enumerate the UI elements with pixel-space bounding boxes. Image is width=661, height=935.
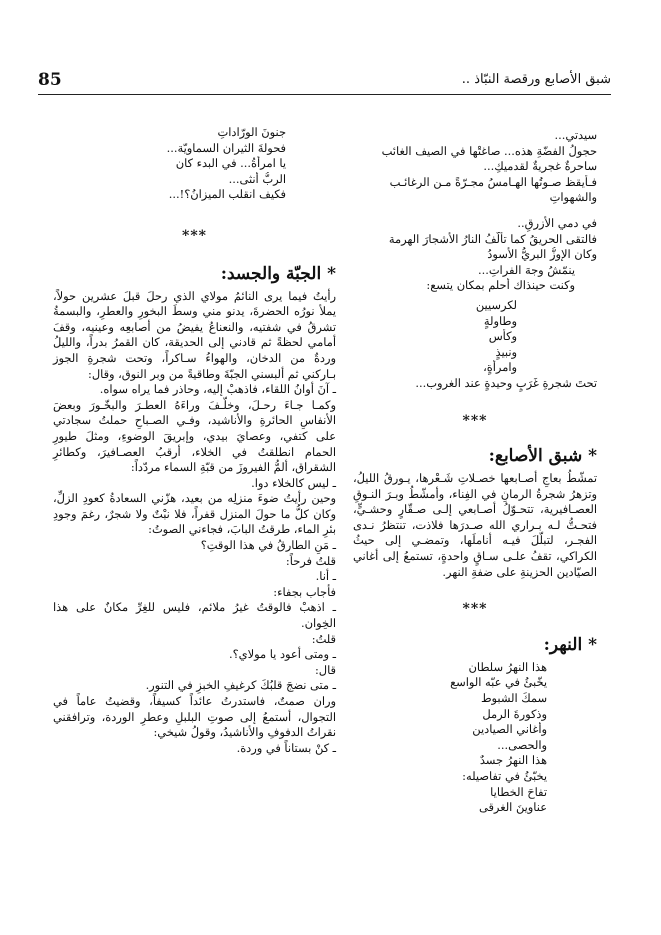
left-column	[53, 125, 336, 756]
paragraph: رأيتُ فيما يرى النائمُ مولاي الذي رحلَ قبلَ عشرين حولاً، يملأ نورُه الحضرةَ، يدنو مني وسطَ البخورِ والعطرِ، والبسمةُ تشرقُ في شفتيه، والنعناعُ يفيضُ من أصابعِه وعينيه، وقفَ أمامي لحظةً ثم قادني إلى الحديقة، كان القمرُ بدراً، والليلُ وردةٌ من الدخان، والهواءُ سـاكراً، وتحت شجرةِ الجوز بـاركني ثم ألبسني الجبّةَ وطاقيةً من وبر النوق، وقال:	[53, 288, 336, 381]
narration-line: قلتُ فرحاً:	[285, 553, 336, 568]
poem-line: يخبّئُ في تفاصيله:	[462, 769, 547, 783]
list-item: وكأس	[488, 329, 517, 344]
poem-line: وكنت حينذاك أحلم بمكان يتسع:	[426, 278, 575, 293]
page-number: 85	[38, 70, 62, 90]
running-title: شبق الأصابع ورقصة النبّاذ ..	[461, 72, 611, 87]
section-title: * شبق الأصابع:	[488, 446, 597, 467]
poem-line: وذكورةَ الرمل	[482, 706, 547, 721]
poem-line: تحتَ شجرةِ غَرَبٍ وحيدةٍ عند الغروب...	[415, 375, 597, 390]
poem-line: سيدتي...	[554, 128, 597, 142]
poem-line: حجولُ الفضّةِ هذه... صاغتْها في الصيف الغائب	[381, 143, 597, 158]
dialogue-line: ـ آنَ أوانُ اللقاء، فاذهبْ إليه، وحاذر فما يراه سواه.	[99, 382, 336, 397]
poem-line: فـأيقظ صـوتُها الهـامسُ مجـرّةً مـن الرغائـب	[389, 174, 597, 189]
paragraph: وكمـا جـاءَ رحـلَ، وخلّـفَ وراءَهُ العطـرَ والبخّـورَ وبعضَ الأنفاسِ الحائرةِ والأناشيد، وفـي الصـباحِ حملتُ سجادتي على كتفي، وعصايَ بيدي، وإبريقَ الوضوءِ، ومثلَ طيورِ الحمام انطلقتُ في الخلاء، أرقبُ العصـافيرَ، وكطائرِ الشقراق، ألمُّ الفيروزَ من قبّةِ السماء مردّداً:	[53, 397, 336, 475]
poem-line: والحصى...	[497, 737, 547, 752]
poem-line: فالتقى الحريقُ كما تألّفُ النارُ الأشجارَ الهرمة	[388, 231, 597, 246]
poem-line: فحولةَ الثيران السماويّة...	[166, 140, 286, 155]
right-column	[353, 128, 597, 816]
dialogue-line: ـ اذهبْ فالوقتُ غيرُ ملائم، فليس للغِرِّ مكانٌ على هذا الخِوان.	[53, 600, 336, 631]
poem-line: والشهواتِ	[549, 190, 597, 205]
poem-line: ساحرةٌ غجريةٌ لقدميكِ...	[483, 159, 597, 174]
poem-line: سمكَ الشبوط	[480, 691, 547, 706]
poem-line: تفاحَ الخطايا	[490, 784, 547, 799]
narration-line: فأجاب بجفاء:	[273, 584, 336, 599]
poem-line: هذا النهرُ جسدٌ	[479, 753, 547, 768]
poem-line: في دمي الأزرقِ..	[517, 215, 597, 230]
section-separator: ***	[462, 412, 488, 429]
paragraph: وران صمتٌ، فاستدرتُ عائداً كسيفاً، وقضيتُ عاماً في التجوال، أستمعُ إلى صوتِ البلبلِ وعطرِ الوردة، وترافقني نقراتُ الدفوفِ والأناشيدُ، وقولُ شيخي:	[53, 694, 336, 740]
poem-line: فكيف انقلب الميزانُ؟!...	[168, 187, 286, 202]
list-item: ونبيذٍ	[495, 344, 517, 359]
section-separator: ***	[462, 601, 488, 618]
poem-line: الربُّ أنثى...	[228, 171, 286, 186]
poem-line: وكان الإوزُّ البريُّ الأسودُ	[487, 247, 597, 262]
poem-line: هذا النهرُ سلطان	[468, 659, 547, 674]
section-separator: ***	[182, 227, 207, 244]
list-item: وامرأةٍ،	[483, 360, 517, 375]
list-item: وطاولةٍ	[483, 313, 517, 328]
list-item: لكرسيين	[475, 297, 517, 312]
paragraph: وحين رأيتُ ضوءَ منزلِه من بعيد، هزّني السعادةُ كعودِ الزلِّ، وكان كلُّ ما حولَ المنزل قفراً، فلا نبْتٌ ولا شجرٌ، رغمَ وجودِ بئرِ الماء، طرقتُ البابَ، فجاءني الصوتُ:	[53, 491, 336, 537]
poem-line: يا امرأةُ... في البدء كان	[175, 156, 286, 171]
section-title: * الجبّة والجسد:	[220, 263, 336, 284]
dialogue-line: ـ ليس كالخلاء دوا.	[251, 475, 336, 490]
dialogue-line: ـ مَنِ الطارقُ في هذا الوقتِ؟	[200, 538, 336, 553]
header-rule	[38, 94, 611, 95]
dialogue-line: ـ متى نضجَ قلبُكَ كرغيفِ الخبزِ في التنور.	[145, 678, 336, 693]
poem-line: جنونَ الورّاداتِ	[217, 125, 286, 139]
poem-line: ينمّشُ وجهَ الفراتِ...	[477, 262, 575, 277]
section-title: * النهر:	[543, 634, 597, 655]
poem-line: وأغاني الصيادين	[472, 722, 547, 737]
dialogue-line: ـ ومتى أعود يا مولاي؟.	[229, 647, 336, 662]
poem-line: عناوينَ الغرقى	[478, 800, 547, 815]
dialogue-line: ـ أنا.	[315, 569, 336, 584]
page-header	[38, 70, 611, 94]
narration-line: قلتُ:	[311, 631, 336, 646]
dialogue-line: ـ كنْ بستاناً في وردة.	[236, 740, 336, 755]
paragraph: تمشّطُ بعاجِ أصـابعها خصـلاتِ شَـعْرها، يـورقُ الليلُ، وتزهرُ شجرةُ الرمانِ في الفِناء، وأمشّطُ وبـرَ النـوقِ العصـافيرية، تتحـوّلُ أصـابعي إلـى صـقّارٍ وحشـيٍّ، فتحـتُّ لـه بـراري الله صـدرَها فلاذت، تنتظرُ نـدى الفجـر، لتبلّلَ فيـه أناملَها، وتمضـي إلى حيثُ الكراكي، تقفُ علـى سـاقٍ واحدةٍ، تستمعُ إلى أغاني الصيّادين الحزينةِ على ضفةِ النهر.	[353, 471, 597, 579]
poem-line: يخّبئُ في عبّه الواسع	[450, 675, 547, 690]
narration-line: قال:	[314, 662, 336, 677]
